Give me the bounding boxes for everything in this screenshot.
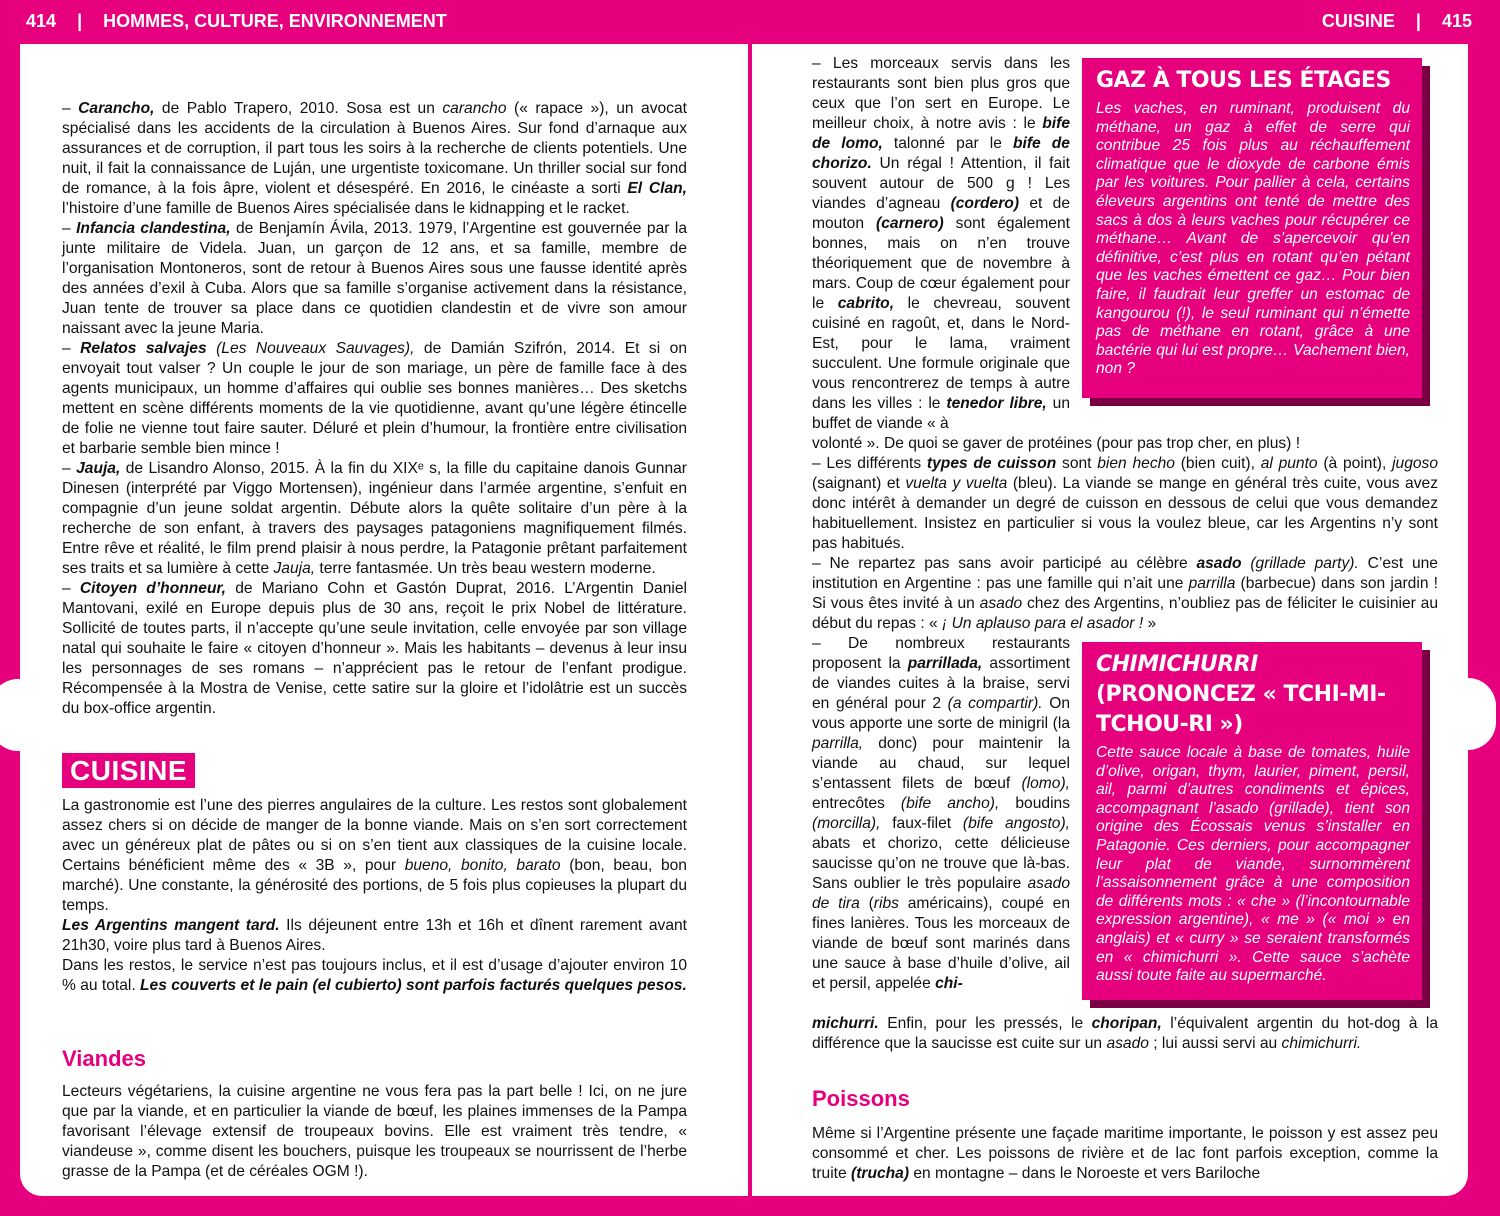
- inline-emphasis: al punto: [1260, 455, 1318, 472]
- box-body: Cette sauce locale à base de tomates, huile d’olive, origan, thym, laurier, piment, persil, ail, parmi d’autres condiments et épices, accompagnant l’asado (grillade), tient son origine des Écossais venus s’installer en Patagonie. Ces derniers, pour accompagner leur plat de viande, surnommèrent l’assaisonnement grâce à une composition de différents mots : « che » (l’incontournable expression argentine), « me » (« moi » en anglais) et « curry » se seraient transformés en « chimichurri ». Cette sauce s’achète aussi toute faite au supermarché.: [1096, 744, 1410, 985]
- inline-emphasis: (lomo),: [1021, 775, 1070, 792]
- inline-emphasis: carancho: [442, 100, 507, 117]
- left-page-number: 414: [26, 11, 57, 31]
- inline-emphasis: ribs: [873, 895, 899, 912]
- thumb-tab-notch: [1440, 678, 1496, 750]
- inline-emphasis: (bife ancho),: [900, 795, 1000, 812]
- inline-emphasis: Jauja,: [76, 460, 121, 477]
- right-page: [752, 44, 1468, 1196]
- header-separator: |: [1415, 11, 1421, 31]
- inline-emphasis: Relatos salvajes: [80, 340, 207, 357]
- sidebar-box-chimichurri: [1082, 642, 1422, 1000]
- box-title: [1096, 650, 1410, 740]
- choripan-paragraph: [812, 1014, 1438, 1054]
- inline-emphasis: vuelta y vuelta: [905, 475, 1008, 492]
- paragraph: – Ne repartez pas sans avoir participé au célèbre asado (grillade party). C’est une institution en Argentine : pas une famille qui n’ait une parrilla (barbecue) dans son jardin ! Si vous êtes invité à un asado chez des Argentins, n’oubliez pas de féliciter le cuisinier au début du repas : « ¡ Un aplauso para el asador ! »: [812, 555, 1438, 632]
- inline-emphasis: chi-: [935, 975, 963, 992]
- paragraph: volonté ». De quoi se gaver de protéines (pour pas trop cher, en plus) !: [812, 435, 1301, 452]
- inline-emphasis: Les Argentins mangent tard.: [62, 917, 280, 934]
- inline-emphasis: cabrito,: [837, 295, 895, 312]
- meat-cuts-paragraph: [812, 54, 1070, 434]
- inline-emphasis: parrillada,: [907, 655, 983, 672]
- inline-emphasis: asado: [1196, 555, 1242, 572]
- poissons-paragraph: [812, 1124, 1438, 1184]
- paragraph: – De nombreux restaurants proposent la parrillada, assortiment de viandes cuites à la braise, servi en général pour 2 (a compartir). On vous apporte une sorte de minigril (la parrilla, donc) pour maintenir la viande au chaud, sur lequel s’entassent filets de bœuf (lomo), entrecôtes (bife ancho), boudins (morcilla), faux-filet (bife angosto), abats et chorizo, cette délicieuse saucisse qu’on ne trouve que là-bas. Sans oublier le très populaire asado de tira (ribs américains), coupé en fines lanières. Tous les morceaux de viande de bœuf sont marinés dans une sauce à base d’huile d’olive, ail et persil, appelée chi-: [812, 635, 1071, 992]
- right-page-number: 415: [1441, 11, 1472, 31]
- box-title-italic: CHIMICHURRI: [1096, 652, 1258, 677]
- paragraph: – Les différents types de cuisson sont bien hecho (bien cuit), al punto (à point), jugoso (saignant) et vuelta y vuelta (bleu). La viande se mange en général très cuite, vous avez donc intérêt à demander un degré de cuisson en dessous de celui que vous demandez habituellement. Insistez en particulier si vous la voulez bleue, car les Argentins n’y sont pas habitués.: [812, 455, 1439, 552]
- inline-emphasis: types de cuisson: [926, 455, 1057, 472]
- inline-emphasis: asado: [979, 595, 1023, 612]
- inline-emphasis: bife de lomo,: [812, 115, 1070, 152]
- film-entry: – Caranchо, de Pablo Trapero, 2010. Sosa est un carancho (« rapace »), un avocat spécialisé dans les accidents de la circulation à Buenos Aires. Sur fond d’arnaque aux assurances et de corruption, il part tous les soirs à la recherche de clients potentiels. Une nuit, il fait la connaissance de Luján, une urgentiste toxicomane. Un thriller social sur fond de romance, à la fois âpre, violent et désespéré. En 2016, le cinéaste a sorti El Clan, l’histoire d’une famille de Buenos Aires spécialisée dans le kidnapping et le racket.: [62, 100, 687, 217]
- film-entry: – Infancia clandestina, de Benjamín Ávila, 2013. 1979, l’Argentine est gouvernée par la junte militaire de Videla. Juan, un garçon de 12 ans, et sa famille, membre de l’organisation Montoneros, sont de retour à Buenos Aires sous une fausse identité après des années d’exil à Cuba. Alors que sa famille s’organise activement dans la résistance, Juan tente de trouver sa place dans ce quotidien clandestin et de vivre son amour naissant avec la jeune Maria.: [62, 220, 687, 337]
- inline-emphasis: parrilla: [1188, 575, 1236, 592]
- film-list: [62, 99, 687, 719]
- inline-emphasis: Jauja,: [273, 560, 316, 577]
- paragraph: Même si l’Argentine présente une façade maritime importante, le poisson y est assez peu consommé et cher. Les poissons de rivière et de lac font parfois exception, comme la truite (trucha) en montagne – dans le Noroeste et vers Bariloche: [812, 1125, 1438, 1182]
- left-section-title: HOMMES, CULTURE, ENVIRONNEMENT: [103, 11, 447, 31]
- inline-emphasis: Caranchо,: [78, 100, 155, 117]
- inline-emphasis: choripan,: [1091, 1015, 1162, 1032]
- viandes-paragraph: Lecteurs végétariens, la cuisine argentine ne vous fera pas la part belle ! Ici, on ne jure que par la viande, et en particulier la viande de bœuf, les plaines immenses de la Pampa favorisant l’élevage extensif de troupeaux bovins. Elle est vraiment très tendre, « viandeuse », comme disent les bouchers, puisque les troupeaux se nourrissent de l’herbe grasse de la Pampa (et de céréales OGM !).: [62, 1083, 687, 1180]
- box-title: GAZ À TOUS LES ÉTAGES: [1096, 68, 1391, 93]
- film-entry: – Citoyen d’honneur, de Mariano Cohn et Gastón Duprat, 2016. L’Argentin Daniel Mantovani, exilé en Europe depuis plus de 30 ans, reçoit le prix Nobel de littérature. Sollicité de toutes parts, il n’accepte qu’une seule invitation, celle envoyée par son village natal qui souhaite le faire « citoyen d’honneur ». Mais les habitants – devenus à leur insu les personnages de ses romans – n’apprécient pas le retour de l’enfant prodigue. Récompensée à la Mostra de Venise, cette satire sur la gloire et l’idolâtrie est un succès du box-office argentin.: [62, 580, 687, 717]
- right-section-title: CUISINE: [1321, 11, 1395, 31]
- page-header: [0, 0, 1500, 44]
- left-page: [20, 44, 748, 1196]
- inline-emphasis: ¡ Un aplauso para el asador !: [942, 615, 1144, 632]
- paragraph: Dans les restos, le service n’est pas toujours inclus, et il est d’usage d’ajouter environ 10 % au total. Les couverts et le pain (el cubierto) sont parfois facturés quelques pesos.: [62, 957, 687, 994]
- inline-emphasis: bueno, bonito, barato: [404, 857, 561, 874]
- cuisine-intro: [62, 796, 687, 996]
- subheading-poissons: Poissons: [812, 1086, 910, 1111]
- inline-emphasis: bife de chorizo.: [812, 135, 1070, 172]
- thumb-tab-notch: [0, 679, 46, 751]
- film-entry: – Relatos salvajes (Les Nouveaux Sauvages), de Damián Szifrón, 2014. Et si on envoyait tout valser ? Un couple le jour de son mariage, un père de famille face à des agents municipaux, un homme d’affaires qui oublie ses bonnes manières… Des sketchs mettent en scène différents moments de la vie quotidienne, avant qu’une légère étincelle de folie ne vienne tout faire sauter. Déluré et plein d’humour, la frontière entre civilisation et barbarie semble bien mince !: [62, 340, 687, 457]
- inline-emphasis: bien hecho: [1097, 455, 1175, 472]
- inline-emphasis: Citoyen d’honneur,: [79, 580, 227, 597]
- inline-emphasis: michurri.: [812, 1015, 879, 1032]
- inline-emphasis: parrilla,: [812, 735, 864, 752]
- inline-emphasis: El Clan,: [627, 180, 687, 197]
- inline-emphasis: (trucha): [851, 1165, 910, 1182]
- inline-emphasis: Infancia clandestina,: [76, 220, 231, 237]
- header-separator: |: [77, 11, 83, 31]
- inline-emphasis: (Les Nouveaux Sauvages),: [216, 340, 415, 357]
- paragraph: Les Argentins mangent tard. Ils déjeunent entre 13h et 16h et dînent rarement avant 21h30, voire plus tard à Buenos Aires.: [62, 917, 687, 954]
- paragraph: – Les morceaux servis dans les restaurants sont bien plus gros que ceux que l’on sert en Europe. Le meilleur choix, à notre avis : le bife de lomo, talonné par le bife de chorizo. Un régal ! Attention, il fait souvent autour de 500 g ! Les viandes d’agneau (cordero) et de mouton (carnero) sont également bonnes, mais on n’en trouve théoriquement que de novembre à mars. Coup de cœur également pour le cabrito, le chevreau, souvent cuisiné en ragoût, et, dans le Nord-Est, pour le lama, vraiment succulent. Une formule originale que vous rencontrerez de temps à autre dans les villes : le tenedor libre, un buffet de viande « à: [812, 55, 1070, 432]
- inline-emphasis: tenedor libre,: [946, 395, 1047, 412]
- sidebar-box-gaz: [1082, 58, 1422, 398]
- inline-emphasis: jugoso: [1392, 455, 1439, 472]
- inline-emphasis: (morcilla),: [812, 815, 881, 832]
- cooking-paragraphs: [812, 434, 1438, 634]
- paragraph: La gastronomie est l’une des pierres angulaires de la culture. Les restos sont globalement assez chers si on décide de manger de la bonne viande. Mais on s’en sort correctement avec un généreux plat de pâtes ou si on s’en tient aux classiques de la cuisine locale. Certains bénéficient même des « 3B », pour bueno, bonito, barato (bon, beau, bon marché). Une constante, la générosité des portions, de 5 fois plus copieuses la plupart du temps.: [62, 797, 687, 914]
- left-running-head: [26, 11, 447, 32]
- inline-emphasis: Les couverts et le pain (el cubierto) sont parfois facturés quelques pesos.: [140, 977, 687, 994]
- right-running-head: [1322, 11, 1472, 32]
- inline-emphasis: asado: [1106, 1035, 1149, 1052]
- inline-emphasis: asado de tira: [812, 875, 1070, 912]
- paragraph: michurri. Enfin, pour les pressés, le choripan, l’équivalent argentin du hot-dog à la différence que la saucisse est cuite sur un asado ; lui aussi servi au chimichurri.: [812, 1015, 1438, 1052]
- film-entry: – Jauja, de Lisandro Alonso, 2015. À la fin du XIXᵉ s, la fille du capitaine danois Gunnar Dinesen (interprété par Viggo Mortensen), ingénieur dans l’armée argentine, s’enfuit en compagnie d’un jeune soldat argentin. Débute alors la quête solitaire d’un père à la recherche de son enfant, à travers des paysages patagoniens magnifiquement filmés. Entre rêve et réalité, le film prend plaisir à nous perdre, la Patagonie prêtant parfaitement ses traits et sa lumière à cette Jauja, terre fantasmée. Un très beau western moderne.: [62, 460, 687, 577]
- inline-emphasis: (grillade party).: [1250, 555, 1359, 572]
- inline-emphasis: (carnero): [876, 215, 944, 232]
- box-title-rest: (PRONONCEZ « TCHI-MI-TCHOU-RI »): [1096, 682, 1386, 737]
- box-body: Les vaches, en ruminant, produisent du méthane, un gaz à effet de serre qui contribue 25 fois plus au réchauffement climatique que le dioxyde de carbone émis par les voitures. Pour pallier à cela, certains éleveurs argentins ont tenté de mettre des sacs à dos à leurs vaches pour récupérer ce méthane… Avant de s’apercevoir qu’en définitive, c’est plus en rotant qu’en pétant que les vaches émettent ce gaz… Pour bien faire, il faudrait leur greffer un estomac de kangourou (!), le seul ruminant qui n’émette pas de méthane en rotant, grâce à une bactérie qui lui est propre… Vachement bien, non ?: [1096, 100, 1410, 378]
- inline-emphasis: (bife angosto),: [962, 815, 1070, 832]
- inline-emphasis: chimichurri.: [1281, 1035, 1362, 1052]
- inline-emphasis: (a compartir).: [947, 695, 1043, 712]
- parrillada-paragraph: [812, 634, 1070, 994]
- section-heading-cuisine: CUISINE: [62, 753, 195, 788]
- subheading-viandes: Viandes: [62, 1046, 146, 1071]
- inline-emphasis: (cordero): [950, 195, 1020, 212]
